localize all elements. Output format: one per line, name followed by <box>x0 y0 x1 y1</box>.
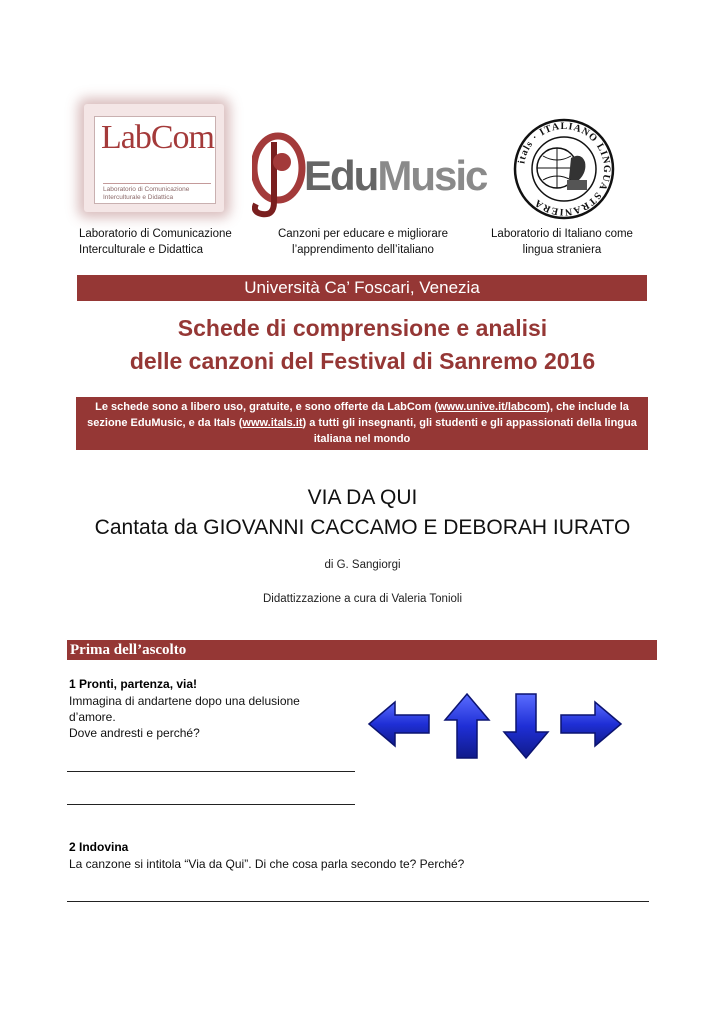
labcom-logo-subtitle: Laboratorio di Comunicazione Interculturale e Didattica <box>103 183 211 202</box>
itals-seal-logo <box>513 118 615 220</box>
exercise-2-prompt: La canzone si intitola “Via da Qui”. Di che cosa parla secondo te? Perché? <box>69 857 465 871</box>
labcom-logo <box>84 104 224 212</box>
arrow-up-icon <box>445 694 489 758</box>
edumusic-word-music: Music <box>377 152 487 199</box>
itals-seal-icon <box>513 118 615 220</box>
arrow-right-icon <box>561 702 621 746</box>
edumusic-logo <box>252 124 487 220</box>
labcom-logo-word: LabCom <box>101 119 214 156</box>
university-banner: Università Ca’ Foscari, Venezia <box>77 275 647 301</box>
caption-edumusic: Canzoni per educare e migliorare l’apprendimento dell’italiano <box>277 228 449 256</box>
labcom-link[interactable]: www.unive.it/labcom <box>437 401 547 413</box>
song-title: VIA DA QUI <box>307 486 418 509</box>
exercise-2-title: 2 Indovina <box>69 840 129 854</box>
answer-line-1[interactable] <box>67 771 355 772</box>
svg-text:itals · ITALIANO LINGUA STRANI: itals · ITALIANO LINGUA STRANIERA <box>516 120 613 218</box>
answer-line-2[interactable] <box>67 804 355 805</box>
song-heading <box>60 483 665 543</box>
caption-itals: Laboratorio di Italiano come lingua straniera <box>491 228 633 256</box>
exercise-1-title: 1 Pronti, partenza, via! <box>69 677 198 691</box>
song-author: di G. Sangiorgi <box>324 559 401 571</box>
page-title: Schede di comprensione e analisi delle canzoni del Festival di Sanremo 2016 <box>129 315 596 374</box>
edumusic-word-edu: Edu <box>304 152 378 199</box>
caption-labcom: Laboratorio di Comunicazione Interculturale e Didattica <box>79 228 232 256</box>
itals-link[interactable]: www.itals.it <box>242 417 303 429</box>
section-heading: Prima dell’ascolto <box>67 640 657 660</box>
didactics-credit: Didattizzazione a cura di Valeria Tonioli <box>262 593 462 605</box>
song-performer: Cantata da GIOVANNI CACCAMO E DEBORAH IURATO <box>94 516 631 539</box>
direction-arrows <box>367 692 625 762</box>
arrow-left-icon <box>369 702 429 746</box>
music-note-icon <box>252 124 308 220</box>
usage-notice: Le schede sono a libero uso, gratuite, e sono offerte da LabCom (www.unive.it/labcom), che include la sezione EduMusic, e da Itals (www.itals.it) a tutti gli insegnanti, gli studenti e gli appassionati della lingua italiana nel mondo <box>76 397 648 450</box>
answer-line-3[interactable] <box>67 901 649 902</box>
exercise-1-prompt: Immagina di andartene dopo una delusione d’amore. Dove andresti e perché? <box>69 694 300 740</box>
arrow-down-icon <box>504 694 548 758</box>
